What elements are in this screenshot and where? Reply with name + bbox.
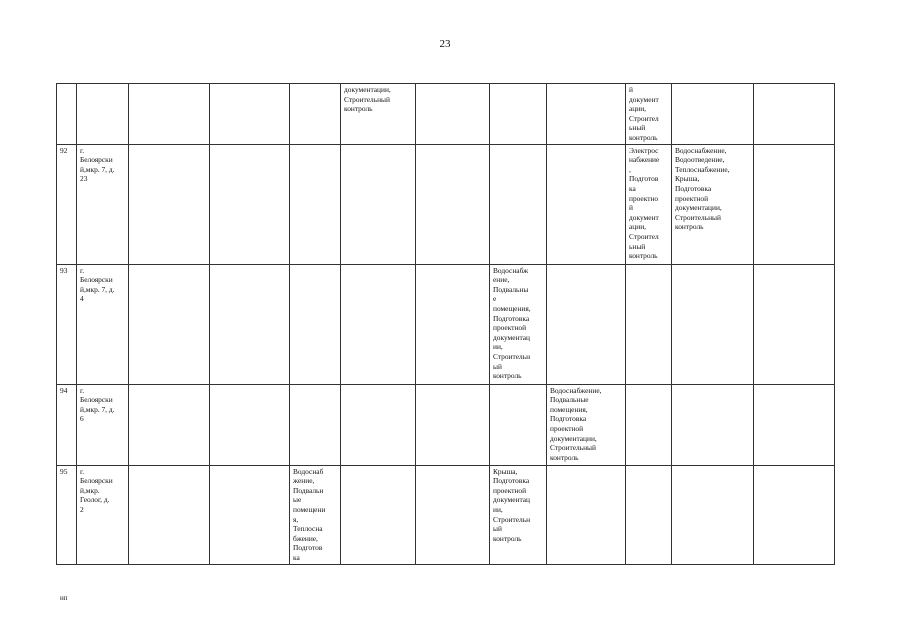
table-cell bbox=[547, 264, 626, 384]
table-cell: Электрос набжение , Подготов ка проектно й документ ации, Строител ьный контроль bbox=[626, 144, 672, 264]
table-cell bbox=[341, 144, 416, 264]
table-cell bbox=[626, 465, 672, 564]
table-cell bbox=[490, 384, 547, 465]
table-cell: Водоснабж ение, Подвальны е помещения, Подготовка проектной документац ии, Строительн ый контроль bbox=[490, 264, 547, 384]
footer-mark: нп bbox=[60, 594, 68, 602]
table-cell bbox=[129, 84, 210, 145]
table-cell: Водоснабжение, Подвальные помещения, Подготовка проектной документации, Строительный контроль bbox=[547, 384, 626, 465]
table-cell bbox=[290, 84, 341, 145]
table-cell bbox=[77, 84, 129, 145]
table-row bbox=[57, 465, 835, 564]
address-cell: г. Белоярски й,мкр. 7, д. 4 bbox=[77, 264, 129, 384]
table-cell bbox=[672, 84, 754, 145]
table-cell bbox=[416, 465, 490, 564]
row-number: 93 bbox=[57, 264, 77, 384]
table-cell: Водоснабжение, Водоотведение, Теплоснабжение, Крыша, Подготовка проектной документации, Строительный контроль bbox=[672, 144, 754, 264]
address-cell: г. Белоярски й,мкр. Геолог, д. 2 bbox=[77, 465, 129, 564]
table-cell bbox=[672, 384, 754, 465]
row-number: 94 bbox=[57, 384, 77, 465]
table-cell bbox=[672, 264, 754, 384]
table-cell bbox=[210, 465, 290, 564]
table-cell bbox=[490, 84, 547, 145]
table-cell bbox=[754, 144, 835, 264]
table-row bbox=[57, 144, 835, 264]
table-cell: документации, Строительный контроль bbox=[341, 84, 416, 145]
table-cell bbox=[129, 384, 210, 465]
table-cell bbox=[626, 384, 672, 465]
table-row bbox=[57, 84, 835, 145]
table-cell bbox=[341, 384, 416, 465]
table-cell bbox=[341, 465, 416, 564]
table-cell bbox=[290, 384, 341, 465]
table-cell bbox=[490, 144, 547, 264]
table-cell bbox=[672, 465, 754, 564]
register-table bbox=[56, 83, 835, 565]
table-cell bbox=[129, 144, 210, 264]
table-cell: Водоснаб жение, Подвальн ые помещени я, Теплосна бжение, Подготов ка bbox=[290, 465, 341, 564]
table-cell bbox=[416, 84, 490, 145]
table-cell bbox=[754, 384, 835, 465]
table-cell bbox=[129, 264, 210, 384]
table-cell bbox=[210, 144, 290, 264]
row-number: 92 bbox=[57, 144, 77, 264]
table-cell bbox=[129, 465, 210, 564]
table-cell bbox=[210, 264, 290, 384]
table-cell bbox=[754, 84, 835, 145]
table-cell bbox=[547, 465, 626, 564]
table-cell bbox=[416, 264, 490, 384]
table-cell: Крыша, Подготовка проектной документац ии, Строительн ый контроль bbox=[490, 465, 547, 564]
table-row bbox=[57, 264, 835, 384]
table-cell bbox=[210, 384, 290, 465]
table-cell bbox=[341, 264, 416, 384]
table-cell bbox=[416, 384, 490, 465]
address-cell: г. Белоярски й,мкр. 7, д. 23 bbox=[77, 144, 129, 264]
table-cell bbox=[57, 84, 77, 145]
table-cell bbox=[290, 264, 341, 384]
table-cell bbox=[416, 144, 490, 264]
table-row bbox=[57, 384, 835, 465]
table-cell bbox=[547, 84, 626, 145]
address-cell: г. Белоярски й,мкр. 7, д. 6 bbox=[77, 384, 129, 465]
table-cell bbox=[754, 465, 835, 564]
table-cell: й документ ации, Строител ьный контроль bbox=[626, 84, 672, 145]
page-number: 23 bbox=[439, 38, 451, 50]
table-cell bbox=[210, 84, 290, 145]
row-number: 95 bbox=[57, 465, 77, 564]
table-cell bbox=[290, 144, 341, 264]
table-cell bbox=[626, 264, 672, 384]
table-cell bbox=[547, 144, 626, 264]
table-cell bbox=[754, 264, 835, 384]
